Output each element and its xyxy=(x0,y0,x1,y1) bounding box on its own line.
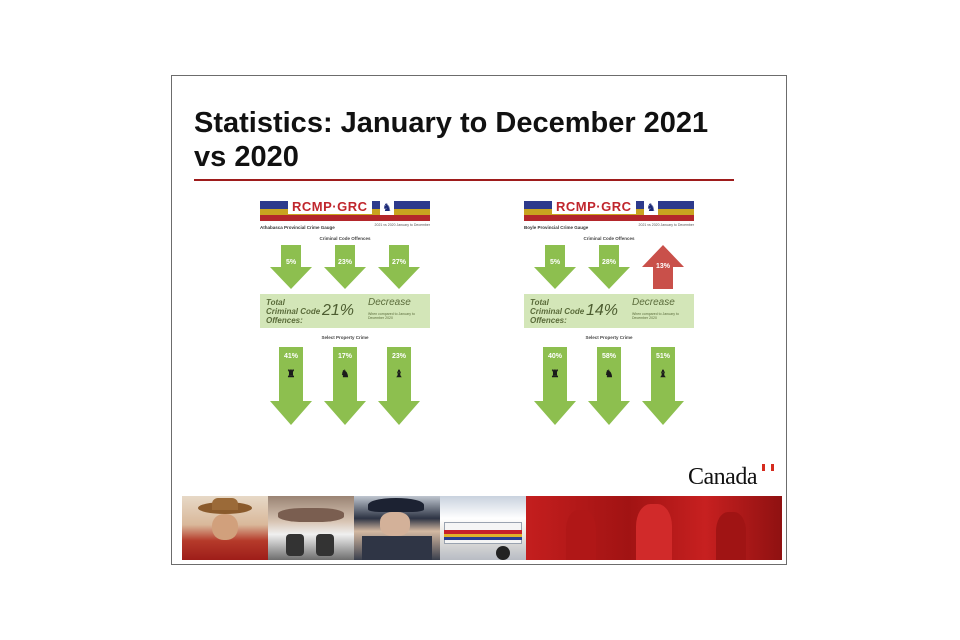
total-label: Total Criminal Code Offences: xyxy=(530,298,585,325)
title-line-1: Statistics: January to December 2021 xyxy=(194,107,709,139)
car-theft-icon: ♞ xyxy=(604,369,614,380)
arrow-value: 27% xyxy=(391,259,406,266)
burglar-icon: ♜ xyxy=(286,369,296,380)
canada-flag-icon xyxy=(762,464,774,471)
photo-strip xyxy=(182,496,782,560)
total-value: 14% xyxy=(586,302,619,319)
down-arrow xyxy=(324,245,366,289)
total-summary-box xyxy=(524,294,694,328)
total-note: When compared to January to December 2020 xyxy=(368,312,415,320)
total-value: 21% xyxy=(322,302,355,319)
down-arrow xyxy=(324,347,366,425)
arrow-value: 58% xyxy=(601,353,616,360)
crime-gauge-panel-boyle xyxy=(524,201,694,446)
section-criminal-code: Criminal Code Offences xyxy=(319,236,371,241)
photo-microscope xyxy=(268,496,354,560)
rcmp-logo: RCMP·GRC xyxy=(552,199,636,214)
down-arrow xyxy=(270,347,312,425)
mountie-horse-icon: ♞ xyxy=(380,201,394,215)
down-arrow xyxy=(378,347,420,425)
gauge-subtitle: Athabasca Provincial Crime Gauge xyxy=(260,225,335,230)
section-criminal-code: Criminal Code Offences xyxy=(583,236,635,241)
down-arrow xyxy=(534,347,576,425)
date-note: 2021 vs 2020 January to December xyxy=(638,223,694,227)
total-summary-box xyxy=(260,294,430,328)
canada-wordmark: Canada xyxy=(688,464,757,490)
crime-gauge-panel-athabasca xyxy=(260,201,430,446)
date-note: 2021 vs 2020 January to December xyxy=(374,223,430,227)
total-label: Total Criminal Code Offences: xyxy=(266,298,321,325)
mountie-horse-icon: ♞ xyxy=(644,201,658,215)
arrow-value: 23% xyxy=(337,259,352,266)
arrow-value: 23% xyxy=(391,353,406,360)
total-trend: Decrease xyxy=(632,297,675,308)
rcmp-logo: RCMP·GRC xyxy=(288,199,372,214)
arrow-value: 41% xyxy=(283,353,298,360)
photo-police-car xyxy=(440,496,526,560)
slide xyxy=(171,75,787,565)
arrow-value: 17% xyxy=(337,353,352,360)
arrow-value: 40% xyxy=(547,353,562,360)
section-property-crime: Select Property Crime xyxy=(321,335,369,340)
down-arrow xyxy=(588,245,630,289)
slide-title xyxy=(194,106,774,174)
down-arrow xyxy=(534,245,576,289)
photo-red-serge-parade xyxy=(526,496,782,560)
gauge-subtitle: Boyle Provincial Crime Gauge xyxy=(524,225,589,230)
arrow-value: 28% xyxy=(601,259,616,266)
arrow-value: 5% xyxy=(549,259,561,266)
rcmp-banner xyxy=(260,201,430,221)
arrow-value: 51% xyxy=(655,353,670,360)
up-arrow xyxy=(642,245,684,289)
running-thief-icon: ♝ xyxy=(394,369,404,380)
rcmp-banner xyxy=(524,201,694,221)
title-divider xyxy=(194,179,734,181)
burglar-icon: ♜ xyxy=(550,369,560,380)
running-thief-icon: ♝ xyxy=(658,369,668,380)
down-arrow xyxy=(378,245,420,289)
photo-officer-radio xyxy=(354,496,440,560)
photo-mountie-hat xyxy=(182,496,268,560)
title-line-2: vs 2020 xyxy=(194,141,299,173)
down-arrow xyxy=(642,347,684,425)
arrow-value: 13% xyxy=(655,263,670,270)
down-arrow xyxy=(270,245,312,289)
section-property-crime: Select Property Crime xyxy=(585,335,633,340)
total-trend: Decrease xyxy=(368,297,411,308)
down-arrow xyxy=(588,347,630,425)
arrow-value: 5% xyxy=(285,259,297,266)
car-theft-icon: ♞ xyxy=(340,369,350,380)
total-note: When compared to January to December 2020 xyxy=(632,312,679,320)
